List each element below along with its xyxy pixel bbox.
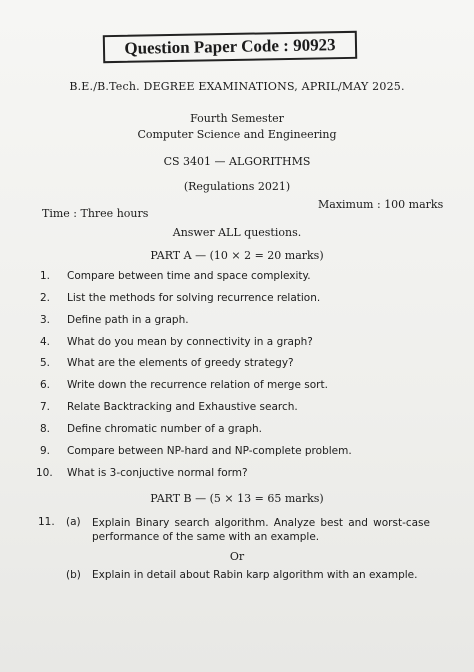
question-number: 3. [40,314,51,326]
question-paper-code-box [103,31,357,63]
question-text: Compare between NP-hard and NP-complete problem. [67,445,352,457]
department: Computer Science and Engineering [137,128,337,141]
list-item [0,401,474,421]
question-number: 8. [40,423,51,435]
list-item [0,336,474,356]
question-number: 6. [40,379,51,391]
question-number: 5. [40,357,51,369]
question-number: 11. [38,516,55,528]
question-text: List the methods for solving recurrence relation. [67,292,321,304]
question-text: What do you mean by connectivity in a graph? [67,336,313,348]
question-text: Compare between time and space complexity. [67,270,311,282]
question-text: Write down the recurrence relation of merge sort. [67,379,328,391]
question-number: 1. [40,270,51,282]
question-paper-code: Question Paper Code : 90923 [124,35,336,58]
part-a-title: PART A — (10 × 2 = 20 marks) [150,249,324,262]
list-item [0,292,474,312]
question-text: Define path in a graph. [67,314,189,326]
list-item [0,467,474,487]
list-item [0,423,474,443]
list-item [0,445,474,465]
time-allowed: Time : Three hours [42,207,149,220]
instruction: Answer ALL questions. [172,226,302,239]
question-number: 4. [40,336,51,348]
maximum-marks: Maximum : 100 marks [318,198,444,211]
list-item [0,357,474,377]
question-text: What are the elements of greedy strategy? [67,357,294,369]
question-number: 10. [36,467,53,479]
question-text: Explain in detail about Rabin karp algorithm with an example. [92,569,418,581]
list-item [0,379,474,399]
regulations: (Regulations 2021) [183,180,291,193]
question-number: 9. [40,445,51,457]
sub-question-label: (b) [66,569,81,581]
semester: Fourth Semester [190,112,284,125]
sub-question-label: (a) [66,516,81,528]
question-text: What is 3-conjuctive normal form? [67,467,248,479]
part-b-title: PART B — (5 × 13 = 65 marks) [150,492,324,505]
question-number: 7. [40,401,51,413]
question-text: Explain Binary search algorithm. Analyze best and worst-case performance of the same with an example. [92,517,430,543]
list-item [0,314,474,334]
course-title: CS 3401 — ALGORITHMS [163,155,311,168]
question-text: Relate Backtracking and Exhaustive search. [67,401,298,413]
exam-title: B.E./B.Tech. DEGREE EXAMINATIONS, APRIL/MAY 2025. [69,80,405,93]
question-number: 2. [40,292,51,304]
or-separator: Or [229,550,245,563]
question-text: Define chromatic number of a graph. [67,423,262,435]
list-item [0,270,474,290]
